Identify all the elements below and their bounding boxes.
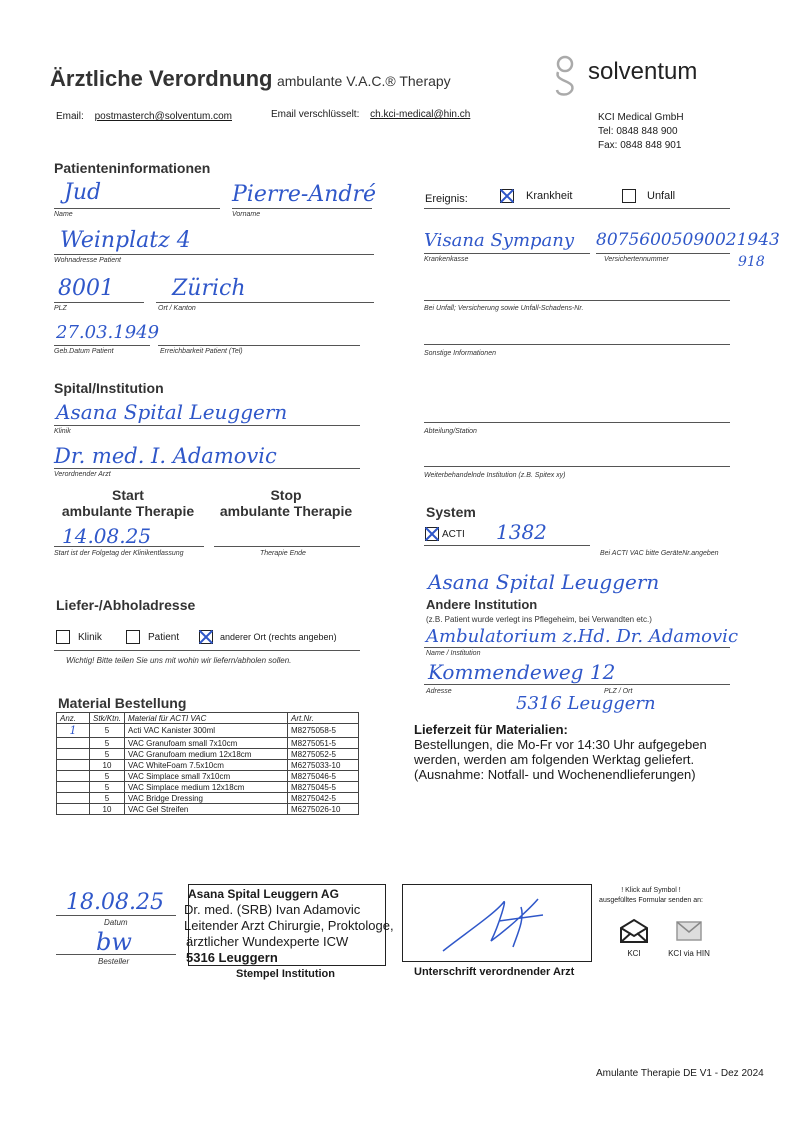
patient-name-value: Jud [64,180,102,205]
table-row [57,782,359,793]
patient-address-label: Wohnadresse Patient [54,257,121,264]
material-name-cell: VAC Gel Streifen [125,804,288,815]
event-label: Ereignis: [425,193,468,205]
patient-ort-label: Ort / Kanton [158,305,196,312]
delivery-other-checkbox[interactable] [199,630,213,644]
material-stk-cell: 10 [90,760,125,771]
table-row [57,793,359,804]
accident-label: Unfall [647,190,676,202]
other-inst-title: Andere Institution [426,597,538,612]
email-enc-label: Email verschlüsselt: [271,109,360,120]
delivery-note: Wichtig! Bitte teilen Sie uns mit wohin wir liefern/abholen sollen. [66,656,292,665]
order-date-label: Datum [104,918,128,927]
plz-ort-label: PLZ / Ort [604,688,633,695]
patient-plz-value: 8001 [58,276,114,301]
col-art: Art.Nr. [288,713,359,724]
device-no-value: 1382 [496,520,547,544]
patient-reach-label: Erreichbarkeit Patient (Tel) [160,348,243,355]
signature-label: Unterschrift verordnender Arzt [414,966,575,978]
insurer-value: Visana Sympany [424,230,575,251]
institution-section-title: Spital/Institution [54,380,164,396]
col-anz: Anz. [57,713,90,724]
therapy-start-heading [56,487,200,519]
street-label: Adresse [426,688,452,695]
material-art-cell: M8275046-5 [288,771,359,782]
patient-name-label: Name [54,211,73,218]
device-no-label: Bei ACTI VAC bitte GeräteNr.angeben [600,550,719,557]
material-anz-cell[interactable] [57,760,90,771]
accident-info-label: Bei Unfall; Versicherung sowie Unfall-Schadens-Nr. [424,305,584,312]
delivery-section-title: Liefer-/Abholadresse [56,597,196,613]
lieferzeit-block [414,722,707,782]
stamp-label: Stempel Institution [236,968,335,980]
brand-logo [552,52,732,98]
material-name-cell: VAC Granufoam medium 12x18cm [125,749,288,760]
send-kci-hin-label: KCI via HIN [668,949,710,958]
stamp-line5: 5316 Leuggern [186,950,278,965]
col-material: Material für ACTI VAC [125,713,288,724]
document-title [50,66,451,92]
therapy-start-value: 14.08.25 [62,524,152,548]
stamp-line3: Leitender Arzt Chirurgie, Proktologe, [184,918,394,933]
send-hint-1: ! Klick auf Symbol ! [621,887,681,894]
lieferzeit-line2: werden, werden am folgenden Werktag geliefert. [414,752,695,767]
material-art-cell: M6275033-10 [288,760,359,771]
illness-label: Krankheit [526,190,573,202]
send-hint-2: ausgefülltes Formular senden an: [599,897,703,904]
stamp-line1: Asana Spital Leuggern AG [188,887,339,901]
material-art-cell: M6275026-10 [288,804,359,815]
patient-dob-value: 27.03.1949 [56,322,160,343]
company-block [598,111,684,153]
therapy-stop-heading [214,487,358,519]
table-row [57,724,359,738]
acti-checkbox[interactable] [425,527,439,541]
other-inst-note: (z.B. Patient wurde verlegt ins Pflegeheim, bei Verwandten etc.) [426,615,652,624]
inst-name-label: Name / Institution [426,650,481,657]
insured-no-value: 80756005090021943 [596,230,780,250]
doctor-label: Verordnender Arzt [54,471,111,478]
material-stk-cell: 5 [90,724,125,738]
material-table [56,712,359,815]
delivery-patient-checkbox[interactable] [126,630,140,644]
therapy-start-h1: Start [112,487,144,503]
company-name: KCI Medical GmbH [598,112,684,123]
email-row [56,111,232,122]
email-link[interactable]: postmasterch@solventum.com [94,111,232,122]
further-inst-label: Weiterbehandelnde Institution (z.B. Spitex xy) [424,472,566,479]
insurer-label: Krankenkasse [424,256,469,263]
material-name-cell: VAC Bridge Dressing [125,793,288,804]
material-stk-cell: 5 [90,749,125,760]
material-anz-cell[interactable] [57,738,90,749]
material-anz-cell[interactable] [57,771,90,782]
therapy-stop-h1: Stop [270,487,302,503]
delivery-patient-label: Patient [148,632,180,643]
mail-hin-icon [674,918,704,944]
send-kci-button[interactable] [618,918,650,964]
company-tel: Tel: 0848 848 900 [598,126,678,137]
company-fax: Fax: 0848 848 901 [598,140,682,151]
lieferzeit-line1: Bestellungen, die Mo-Fr vor 14:30 Uhr aufgegeben [414,737,707,752]
patient-plz-label: PLZ [54,305,67,312]
patient-dob-label: Geb.Datum Patient [54,348,114,355]
material-name-cell: VAC Granufoam small 7x10cm [125,738,288,749]
orderer-label: Besteller [98,957,130,966]
material-name-cell: Acti VAC Kanister 300ml [125,724,288,738]
envelope-icon [619,918,649,944]
material-stk-cell: 5 [90,793,125,804]
lieferzeit-line3: (Ausnahme: Notfall- und Wochenendlieferungen) [414,767,696,782]
therapy-start-h2: ambulante Therapie [61,503,195,519]
send-kci-hin-button[interactable] [664,918,714,964]
title-sub: ambulante V.A.C.® Therapy [276,73,451,89]
clinic-label: Klinik [54,428,71,435]
insured-no-label: Versichertennummer [604,256,669,263]
patient-vorname-value: Pierre-André [232,182,377,207]
system-section-title: System [426,504,476,520]
signature-icon [403,885,591,961]
lieferzeit-title: Lieferzeit für Materialien: [414,722,568,737]
clinic-value: Asana Spital Leuggern [56,400,288,424]
acti-label: ACTI [442,529,465,540]
material-stk-cell: 5 [90,782,125,793]
delivery-clinic-label: Klinik [78,632,102,643]
inst-name-value: Ambulatorium z.Hd. Dr. Adamovic [426,626,739,647]
send-kci-label: KCI [627,949,641,958]
material-stk-cell: 10 [90,804,125,815]
material-art-cell: M8275052-5 [288,749,359,760]
accident-checkbox[interactable] [622,189,636,203]
illness-checkbox[interactable] [500,189,514,203]
dept-label: Abteilung/Station [424,428,477,435]
email-label: Email: [56,111,84,122]
email-enc-row [271,109,470,120]
table-row [57,804,359,815]
stamp-line2: Dr. med. (SRB) Ivan Adamovic [184,902,361,917]
patient-section-title: Patienteninformationen [54,160,211,176]
signature-box [402,884,592,962]
material-art-cell: M8275045-5 [288,782,359,793]
table-row [57,771,359,782]
insured-no-value-2: 918 [738,254,765,270]
material-name-cell: VAC WhiteFoam 7.5x10cm [125,760,288,771]
plz-ort-value: 5316 Leuggern [516,693,656,714]
therapy-stop-h2: ambulante Therapie [219,503,353,519]
patient-address-value: Weinplatz 4 [60,228,191,253]
send-hint [596,886,706,906]
col-stk: Stk/Ktn. [90,713,125,724]
email-enc-link[interactable]: ch.kci-medical@hin.ch [370,109,471,120]
title-main: Ärztliche Verordnung [50,66,273,91]
version-label: Amulante Therapie DE V1 - Dez 2024 [596,1068,764,1079]
delivery-hw-above: Asana Spital Leuggern [428,570,660,594]
patient-vorname-label: Vorname [232,211,261,218]
doctor-value: Dr. med. I. Adamovic [54,444,277,468]
material-art-cell: M8275058-5 [288,724,359,738]
delivery-clinic-checkbox[interactable] [56,630,70,644]
solventum-logo-icon [552,52,578,98]
material-header-row [57,713,359,724]
patient-ort-value: Zürich [172,276,246,301]
material-stk-cell: 5 [90,738,125,749]
material-name-cell: VAC Simplace medium 12x18cm [125,782,288,793]
brand-name: solventum [588,58,698,85]
material-anz-cell[interactable] [57,804,90,815]
material-name-cell: VAC Simplace small 7x10cm [125,771,288,782]
therapy-end-label: Therapie Ende [260,550,306,557]
material-art-cell: M8275042-5 [288,793,359,804]
table-row [57,738,359,749]
table-row [57,760,359,771]
delivery-other-label: anderer Ort (rechts angeben) [220,632,337,642]
stamp-text [184,886,394,966]
orderer-value: bw [96,928,132,956]
material-anz-cell[interactable] [57,793,90,804]
therapy-start-label: Start ist der Folgetag der Klinikentlassung [54,550,184,557]
material-section-title: Material Bestellung [58,695,187,711]
stamp-line4: ärztlicher Wundexperte ICW [186,934,349,949]
table-row [57,749,359,760]
material-stk-cell: 5 [90,771,125,782]
order-date-value: 18.08.25 [66,890,164,915]
other-info-label: Sonstige Informationen [424,350,496,357]
material-anz-cell[interactable]: 1 [57,724,90,738]
material-anz-cell[interactable] [57,782,90,793]
street-value: Kommendeweg 12 [428,660,616,684]
material-anz-cell[interactable] [57,749,90,760]
material-art-cell: M8275051-5 [288,738,359,749]
